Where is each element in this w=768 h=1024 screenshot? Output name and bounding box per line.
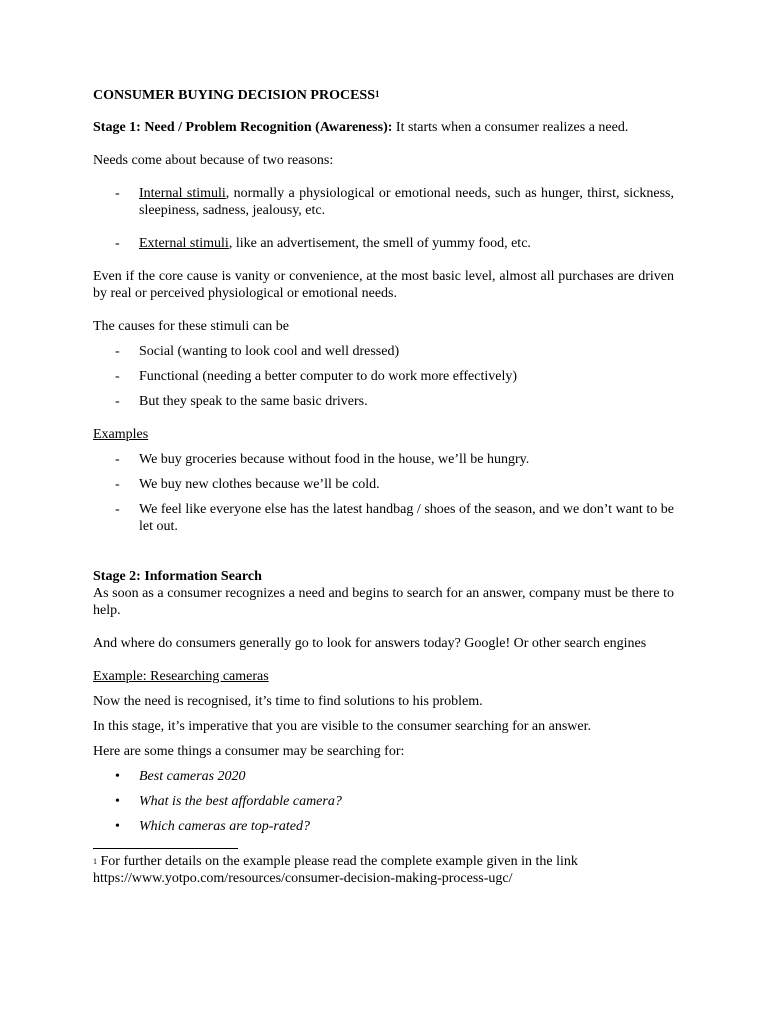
dash-marker: - bbox=[115, 236, 120, 251]
causes-intro: The causes for these stimuli can be bbox=[93, 319, 289, 334]
dash-marker: - bbox=[115, 452, 120, 467]
footnote-link[interactable]: https://www.yotpo.com/resources/consumer-decision-making-process-ugc/ bbox=[93, 871, 513, 886]
page-title bbox=[93, 86, 674, 106]
list-item bbox=[93, 768, 674, 785]
footnote-text: For further details on the example please read the complete example given in the link bbox=[97, 854, 578, 869]
stage2-line: In this stage, it’s imperative that you are visible to the consumer searching for an answer. bbox=[93, 719, 592, 734]
cause-text: But they speak to the same basic drivers. bbox=[139, 394, 368, 409]
search-query: Best cameras 2020 bbox=[139, 769, 246, 784]
cause-text: Social (wanting to look cool and well dressed) bbox=[139, 344, 400, 359]
list-item bbox=[93, 793, 674, 810]
footnote-separator bbox=[93, 848, 238, 849]
stage1-paragraph bbox=[93, 119, 674, 136]
list-item bbox=[93, 343, 674, 360]
list-item bbox=[93, 818, 674, 835]
page-title-text: CONSUMER BUYING DECISION PROCESS bbox=[93, 88, 375, 103]
examples-list bbox=[93, 451, 674, 535]
dash-marker: - bbox=[115, 477, 120, 492]
camera-example-label: Example: Researching cameras bbox=[93, 669, 269, 684]
reason-text: , like an advertisement, the smell of yummy food, etc. bbox=[228, 236, 531, 251]
example-text: We buy new clothes because we’ll be cold. bbox=[139, 477, 380, 492]
stage2-where: And where do consumers generally go to look for answers today? Google! Or other search engines bbox=[93, 636, 647, 651]
stage1-intro: It starts when a consumer realizes a need. bbox=[392, 120, 629, 135]
list-item bbox=[93, 451, 674, 468]
reasons-list bbox=[93, 185, 674, 252]
stage2-heading: Stage 2: Information Search bbox=[93, 569, 262, 584]
examples-label: Examples bbox=[93, 427, 149, 442]
stage2-line: Here are some things a consumer may be searching for: bbox=[93, 744, 405, 759]
list-item bbox=[93, 235, 674, 252]
bullet-marker: • bbox=[115, 794, 120, 809]
dash-marker: - bbox=[115, 186, 120, 201]
example-text: We buy groceries because without food in the house, we’ll be hungry. bbox=[139, 452, 530, 467]
search-query: What is the best affordable camera? bbox=[139, 794, 342, 809]
bullet-marker: • bbox=[115, 769, 120, 784]
reason-term: External stimuli bbox=[139, 236, 229, 251]
core-cause-paragraph: Even if the core cause is vanity or convenience, at the most basic level, almost all purchases are driven by real or perceived physiological or emotional needs. bbox=[93, 269, 674, 301]
footnote bbox=[93, 853, 674, 887]
list-item bbox=[93, 501, 674, 535]
stage1-heading: Stage 1: Need / Problem Recognition (Awareness): bbox=[93, 120, 393, 135]
footnote-number: 1 bbox=[93, 857, 97, 866]
stage2-line: Now the need is recognised, it’s time to find solutions to his problem. bbox=[93, 694, 483, 709]
causes-list bbox=[93, 343, 674, 410]
bullet-marker: • bbox=[115, 819, 120, 834]
dash-marker: - bbox=[115, 502, 120, 517]
cause-text: Functional (needing a better computer to do work more effectively) bbox=[139, 369, 517, 384]
dash-marker: - bbox=[115, 344, 120, 359]
list-item bbox=[93, 393, 674, 410]
stage2-intro: As soon as a consumer recognizes a need and begins to search for an answer, company must be there to help. bbox=[93, 586, 674, 618]
list-item bbox=[93, 185, 674, 219]
footnote-ref-marker: 1 bbox=[375, 89, 380, 99]
search-query: Which cameras are top-rated? bbox=[139, 819, 310, 834]
reason-term: Internal stimuli bbox=[139, 186, 226, 201]
search-queries-list bbox=[93, 768, 674, 835]
needs-intro: Needs come about because of two reasons: bbox=[93, 153, 334, 168]
document-page bbox=[93, 86, 674, 887]
dash-marker: - bbox=[115, 394, 120, 409]
list-item bbox=[93, 476, 674, 493]
reason-text: , normally a physiological or emotional needs, such as hunger, thirst, sickness, sleepiness, sadness, jealousy, etc. bbox=[139, 186, 674, 218]
example-text: We feel like everyone else has the latest handbag / shoes of the season, and we don’t want to be let out. bbox=[139, 502, 674, 534]
dash-marker: - bbox=[115, 369, 120, 384]
list-item bbox=[93, 368, 674, 385]
